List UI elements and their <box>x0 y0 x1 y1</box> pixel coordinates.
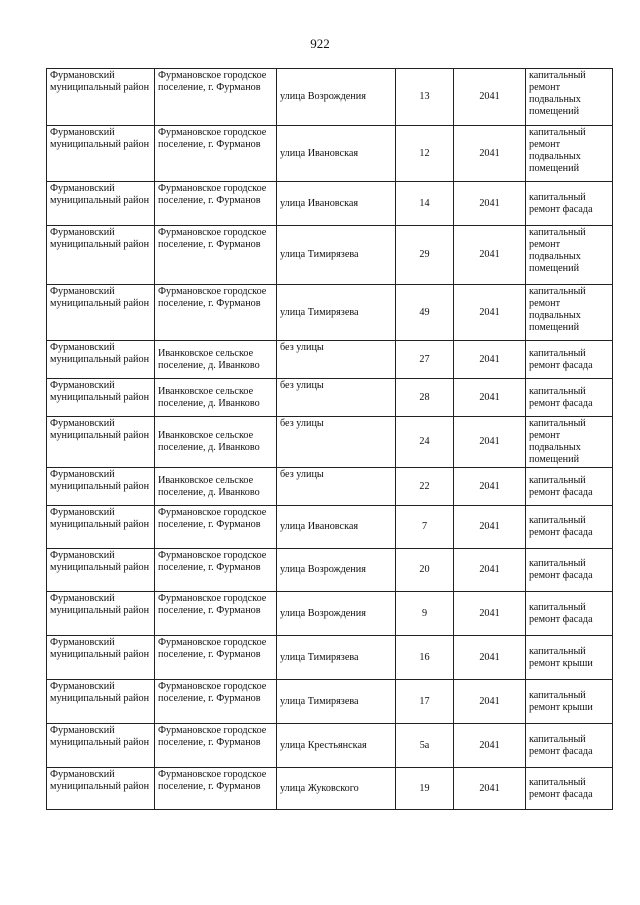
work-cell: капитальный ремонт фасада <box>526 468 613 506</box>
year-cell: 2041 <box>454 126 526 182</box>
district-cell: Фурмановский муниципальный район <box>47 768 155 810</box>
district-cell: Фурмановский муниципальный район <box>47 379 155 417</box>
settlement-cell: Фурмановское городское поселение, г. Фурманов <box>155 768 277 810</box>
district-cell: Фурмановский муниципальный район <box>47 126 155 182</box>
street-cell: улица Возрождения <box>277 592 396 636</box>
house-cell: 5а <box>396 724 454 768</box>
district-cell: Фурмановский муниципальный район <box>47 592 155 636</box>
street-cell: улица Крестьянская <box>277 724 396 768</box>
district-cell: Фурмановский муниципальный район <box>47 636 155 680</box>
table-row <box>47 768 613 810</box>
year-cell: 2041 <box>454 636 526 680</box>
district-cell: Фурмановский муниципальный район <box>47 468 155 506</box>
house-cell: 14 <box>396 182 454 226</box>
street-cell: улица Тимирязева <box>277 680 396 724</box>
table-row <box>47 182 613 226</box>
settlement-cell: Иванковское сельское поселение, д. Иванково <box>155 417 277 468</box>
street-cell: улица Тимирязева <box>277 226 396 285</box>
district-cell: Фурмановский муниципальный район <box>47 417 155 468</box>
year-cell: 2041 <box>454 226 526 285</box>
district-cell: Фурмановский муниципальный район <box>47 182 155 226</box>
house-cell: 13 <box>396 69 454 126</box>
street-cell: без улицы <box>277 341 396 379</box>
street-cell: улица Тимирязева <box>277 285 396 341</box>
street-cell: без улицы <box>277 379 396 417</box>
table-row <box>47 506 613 549</box>
house-cell: 19 <box>396 768 454 810</box>
work-cell: капитальный ремонт фасада <box>526 506 613 549</box>
settlement-cell: Фурмановское городское поселение, г. Фурманов <box>155 636 277 680</box>
table-row <box>47 226 613 285</box>
settlement-cell: Иванковское сельское поселение, д. Иванково <box>155 379 277 417</box>
settlement-cell: Фурмановское городское поселение, г. Фурманов <box>155 506 277 549</box>
district-cell: Фурмановский муниципальный район <box>47 341 155 379</box>
work-cell: капитальный ремонт подвальных помещений <box>526 126 613 182</box>
page-number: 922 <box>310 36 330 51</box>
buildings-table <box>46 68 613 810</box>
table-row <box>47 549 613 592</box>
work-cell: капитальный ремонт крыши <box>526 636 613 680</box>
table-row <box>47 417 613 468</box>
work-cell: капитальный ремонт фасада <box>526 592 613 636</box>
work-cell: капитальный ремонт фасада <box>526 724 613 768</box>
settlement-cell: Фурмановское городское поселение, г. Фурманов <box>155 592 277 636</box>
house-cell: 29 <box>396 226 454 285</box>
year-cell: 2041 <box>454 417 526 468</box>
table-row <box>47 126 613 182</box>
house-cell: 7 <box>396 506 454 549</box>
year-cell: 2041 <box>454 506 526 549</box>
work-cell: капитальный ремонт подвальных помещений <box>526 69 613 126</box>
year-cell: 2041 <box>454 379 526 417</box>
work-cell: капитальный ремонт подвальных помещений <box>526 417 613 468</box>
work-cell: капитальный ремонт фасада <box>526 549 613 592</box>
house-cell: 22 <box>396 468 454 506</box>
district-cell: Фурмановский муниципальный район <box>47 680 155 724</box>
settlement-cell: Иванковское сельское поселение, д. Иванково <box>155 341 277 379</box>
district-cell: Фурмановский муниципальный район <box>47 285 155 341</box>
year-cell: 2041 <box>454 724 526 768</box>
table-row <box>47 379 613 417</box>
street-cell: улица Возрождения <box>277 69 396 126</box>
settlement-cell: Фурмановское городское поселение, г. Фурманов <box>155 126 277 182</box>
street-cell: улица Ивановская <box>277 506 396 549</box>
street-cell: улица Возрождения <box>277 549 396 592</box>
year-cell: 2041 <box>454 182 526 226</box>
settlement-cell: Фурмановское городское поселение, г. Фурманов <box>155 680 277 724</box>
year-cell: 2041 <box>454 285 526 341</box>
settlement-cell: Иванковское сельское поселение, д. Иванково <box>155 468 277 506</box>
work-cell: капитальный ремонт фасада <box>526 341 613 379</box>
settlement-cell: Фурмановское городское поселение, г. Фурманов <box>155 226 277 285</box>
work-cell: капитальный ремонт крыши <box>526 680 613 724</box>
settlement-cell: Фурмановское городское поселение, г. Фурманов <box>155 285 277 341</box>
work-cell: капитальный ремонт фасада <box>526 182 613 226</box>
table-row <box>47 341 613 379</box>
house-cell: 9 <box>396 592 454 636</box>
year-cell: 2041 <box>454 592 526 636</box>
district-cell: Фурмановский муниципальный район <box>47 226 155 285</box>
street-cell: без улицы <box>277 417 396 468</box>
district-cell: Фурмановский муниципальный район <box>47 506 155 549</box>
house-cell: 27 <box>396 341 454 379</box>
settlement-cell: Фурмановское городское поселение, г. Фурманов <box>155 182 277 226</box>
table-row <box>47 680 613 724</box>
settlement-cell: Фурмановское городское поселение, г. Фурманов <box>155 724 277 768</box>
house-cell: 24 <box>396 417 454 468</box>
year-cell: 2041 <box>454 549 526 592</box>
house-cell: 16 <box>396 636 454 680</box>
table-row <box>47 468 613 506</box>
house-cell: 17 <box>396 680 454 724</box>
work-cell: капитальный ремонт подвальных помещений <box>526 285 613 341</box>
year-cell: 2041 <box>454 468 526 506</box>
settlement-cell: Фурмановское городское поселение, г. Фурманов <box>155 69 277 126</box>
work-cell: капитальный ремонт подвальных помещений <box>526 226 613 285</box>
table-row <box>47 285 613 341</box>
house-cell: 12 <box>396 126 454 182</box>
year-cell: 2041 <box>454 768 526 810</box>
street-cell: улица Ивановская <box>277 182 396 226</box>
street-cell: улица Ивановская <box>277 126 396 182</box>
street-cell: улица Тимирязева <box>277 636 396 680</box>
table-row <box>47 69 613 126</box>
work-cell: капитальный ремонт фасада <box>526 379 613 417</box>
district-cell: Фурмановский муниципальный район <box>47 724 155 768</box>
house-cell: 28 <box>396 379 454 417</box>
settlement-cell: Фурмановское городское поселение, г. Фурманов <box>155 549 277 592</box>
street-cell: улица Жуковского <box>277 768 396 810</box>
table-row <box>47 724 613 768</box>
year-cell: 2041 <box>454 69 526 126</box>
district-cell: Фурмановский муниципальный район <box>47 549 155 592</box>
street-cell: без улицы <box>277 468 396 506</box>
table-row <box>47 636 613 680</box>
table-row <box>47 592 613 636</box>
district-cell: Фурмановский муниципальный район <box>47 69 155 126</box>
work-cell: капитальный ремонт фасада <box>526 768 613 810</box>
house-cell: 49 <box>396 285 454 341</box>
year-cell: 2041 <box>454 680 526 724</box>
house-cell: 20 <box>396 549 454 592</box>
year-cell: 2041 <box>454 341 526 379</box>
